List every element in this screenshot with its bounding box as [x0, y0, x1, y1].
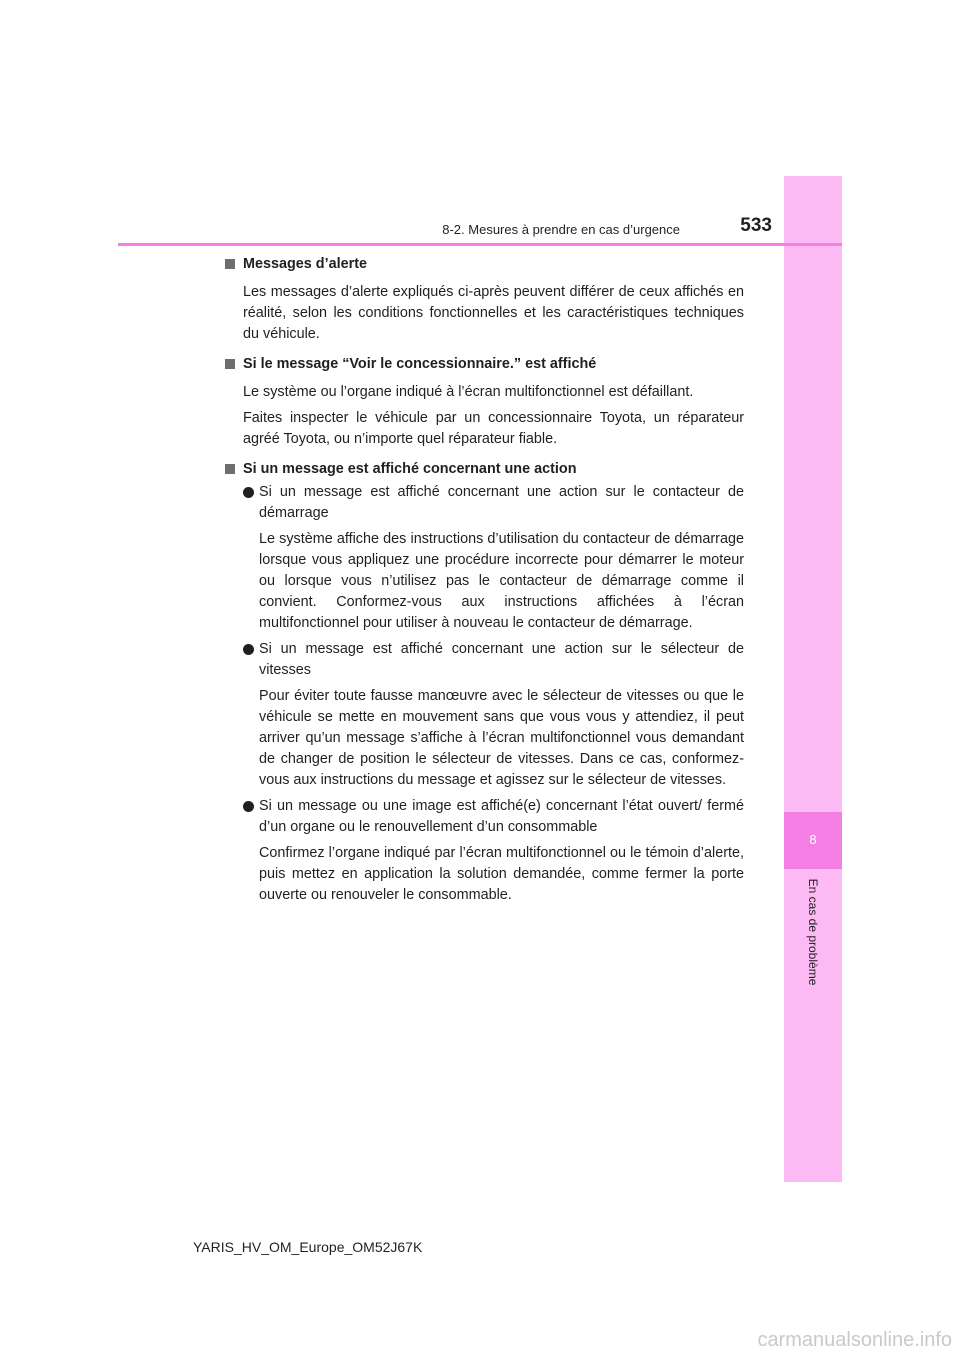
paragraph: Pour éviter toute fausse manœuvre avec le sélecteur de vitesses ou que le véhicule se mette en mouvement sans que vous vous y attendiez, il peut arriver qu’un message s’affiche à l’écran multifonctionnel vous demandant de changer de position le sélecteur de vitesses. Dans ce cas, conformez-vous aux instructions du message et agissez sur le sélecteur de vitesses.	[259, 688, 744, 788]
list-item: Si un message ou une image est affiché(e) concernant l’état ouvert/ fermé d’un organe ou le renouvellement d’un consommable	[225, 796, 744, 838]
document-code: YARIS_HV_OM_Europe_OM52J67K	[193, 1239, 423, 1255]
paragraph: Le système affiche des instructions d’utilisation du contacteur de démarrage lorsque vous appliquez une procédure incorrecte pour démarrer le moteur ou lorsque vous n’utilisez pas le contacteur de démarrage comme il convient. Conformez-vous aux instructions affichées à l’écran multifonctionnel pour utiliser à nouveau le contacteur de démarrage.	[259, 531, 744, 631]
square-bullet-icon	[225, 259, 235, 269]
chapter-side-tab	[784, 176, 842, 1182]
paragraph: Faites inspecter le véhicule par un concessionnaire Toyota, un réparateur agréé Toyota, ou n’importe quel réparateur fiable.	[243, 410, 744, 447]
page-number: 533	[740, 215, 772, 236]
square-bullet-icon	[225, 359, 235, 369]
list-item: Si un message est affiché concernant une action sur le contacteur de démarrage	[225, 482, 744, 524]
square-bullet-icon	[225, 464, 235, 474]
round-bullet-icon	[243, 644, 254, 655]
round-bullet-icon	[243, 487, 254, 498]
list-item: Si un message est affiché concernant une action sur le sélecteur de vitesses	[225, 639, 744, 681]
chapter-title: En cas de problème	[806, 878, 820, 986]
watermark: carmanualsonline.info	[757, 1329, 952, 1351]
paragraph: Le système ou l’organe indiqué à l’écran multifonctionnel est défaillant.	[243, 384, 694, 400]
chapter-number: 8	[809, 832, 817, 847]
page-content	[225, 254, 744, 911]
round-bullet-icon	[243, 801, 254, 812]
section-heading: Si le message “Voir le concessionnaire.” est affiché	[225, 354, 744, 375]
header-rule	[118, 243, 842, 246]
section-heading: Messages d’alerte	[225, 254, 744, 275]
header-section-title: 8-2. Mesures à prendre en cas d’urgence	[442, 222, 680, 237]
paragraph: Confirmez l’organe indiqué par l’écran multifonctionnel ou le témoin d’alerte, puis mettez en application la solution demandée, comme fermer la porte ouverte ou renouveler le consommable.	[259, 845, 744, 903]
section-heading: Si un message est affiché concernant une action	[225, 459, 744, 480]
paragraph: Les messages d’alerte expliqués ci-après peuvent différer de ceux affichés en réalité, selon les conditions fonctionnelles et les caractéristiques techniques du véhicule.	[243, 284, 744, 342]
